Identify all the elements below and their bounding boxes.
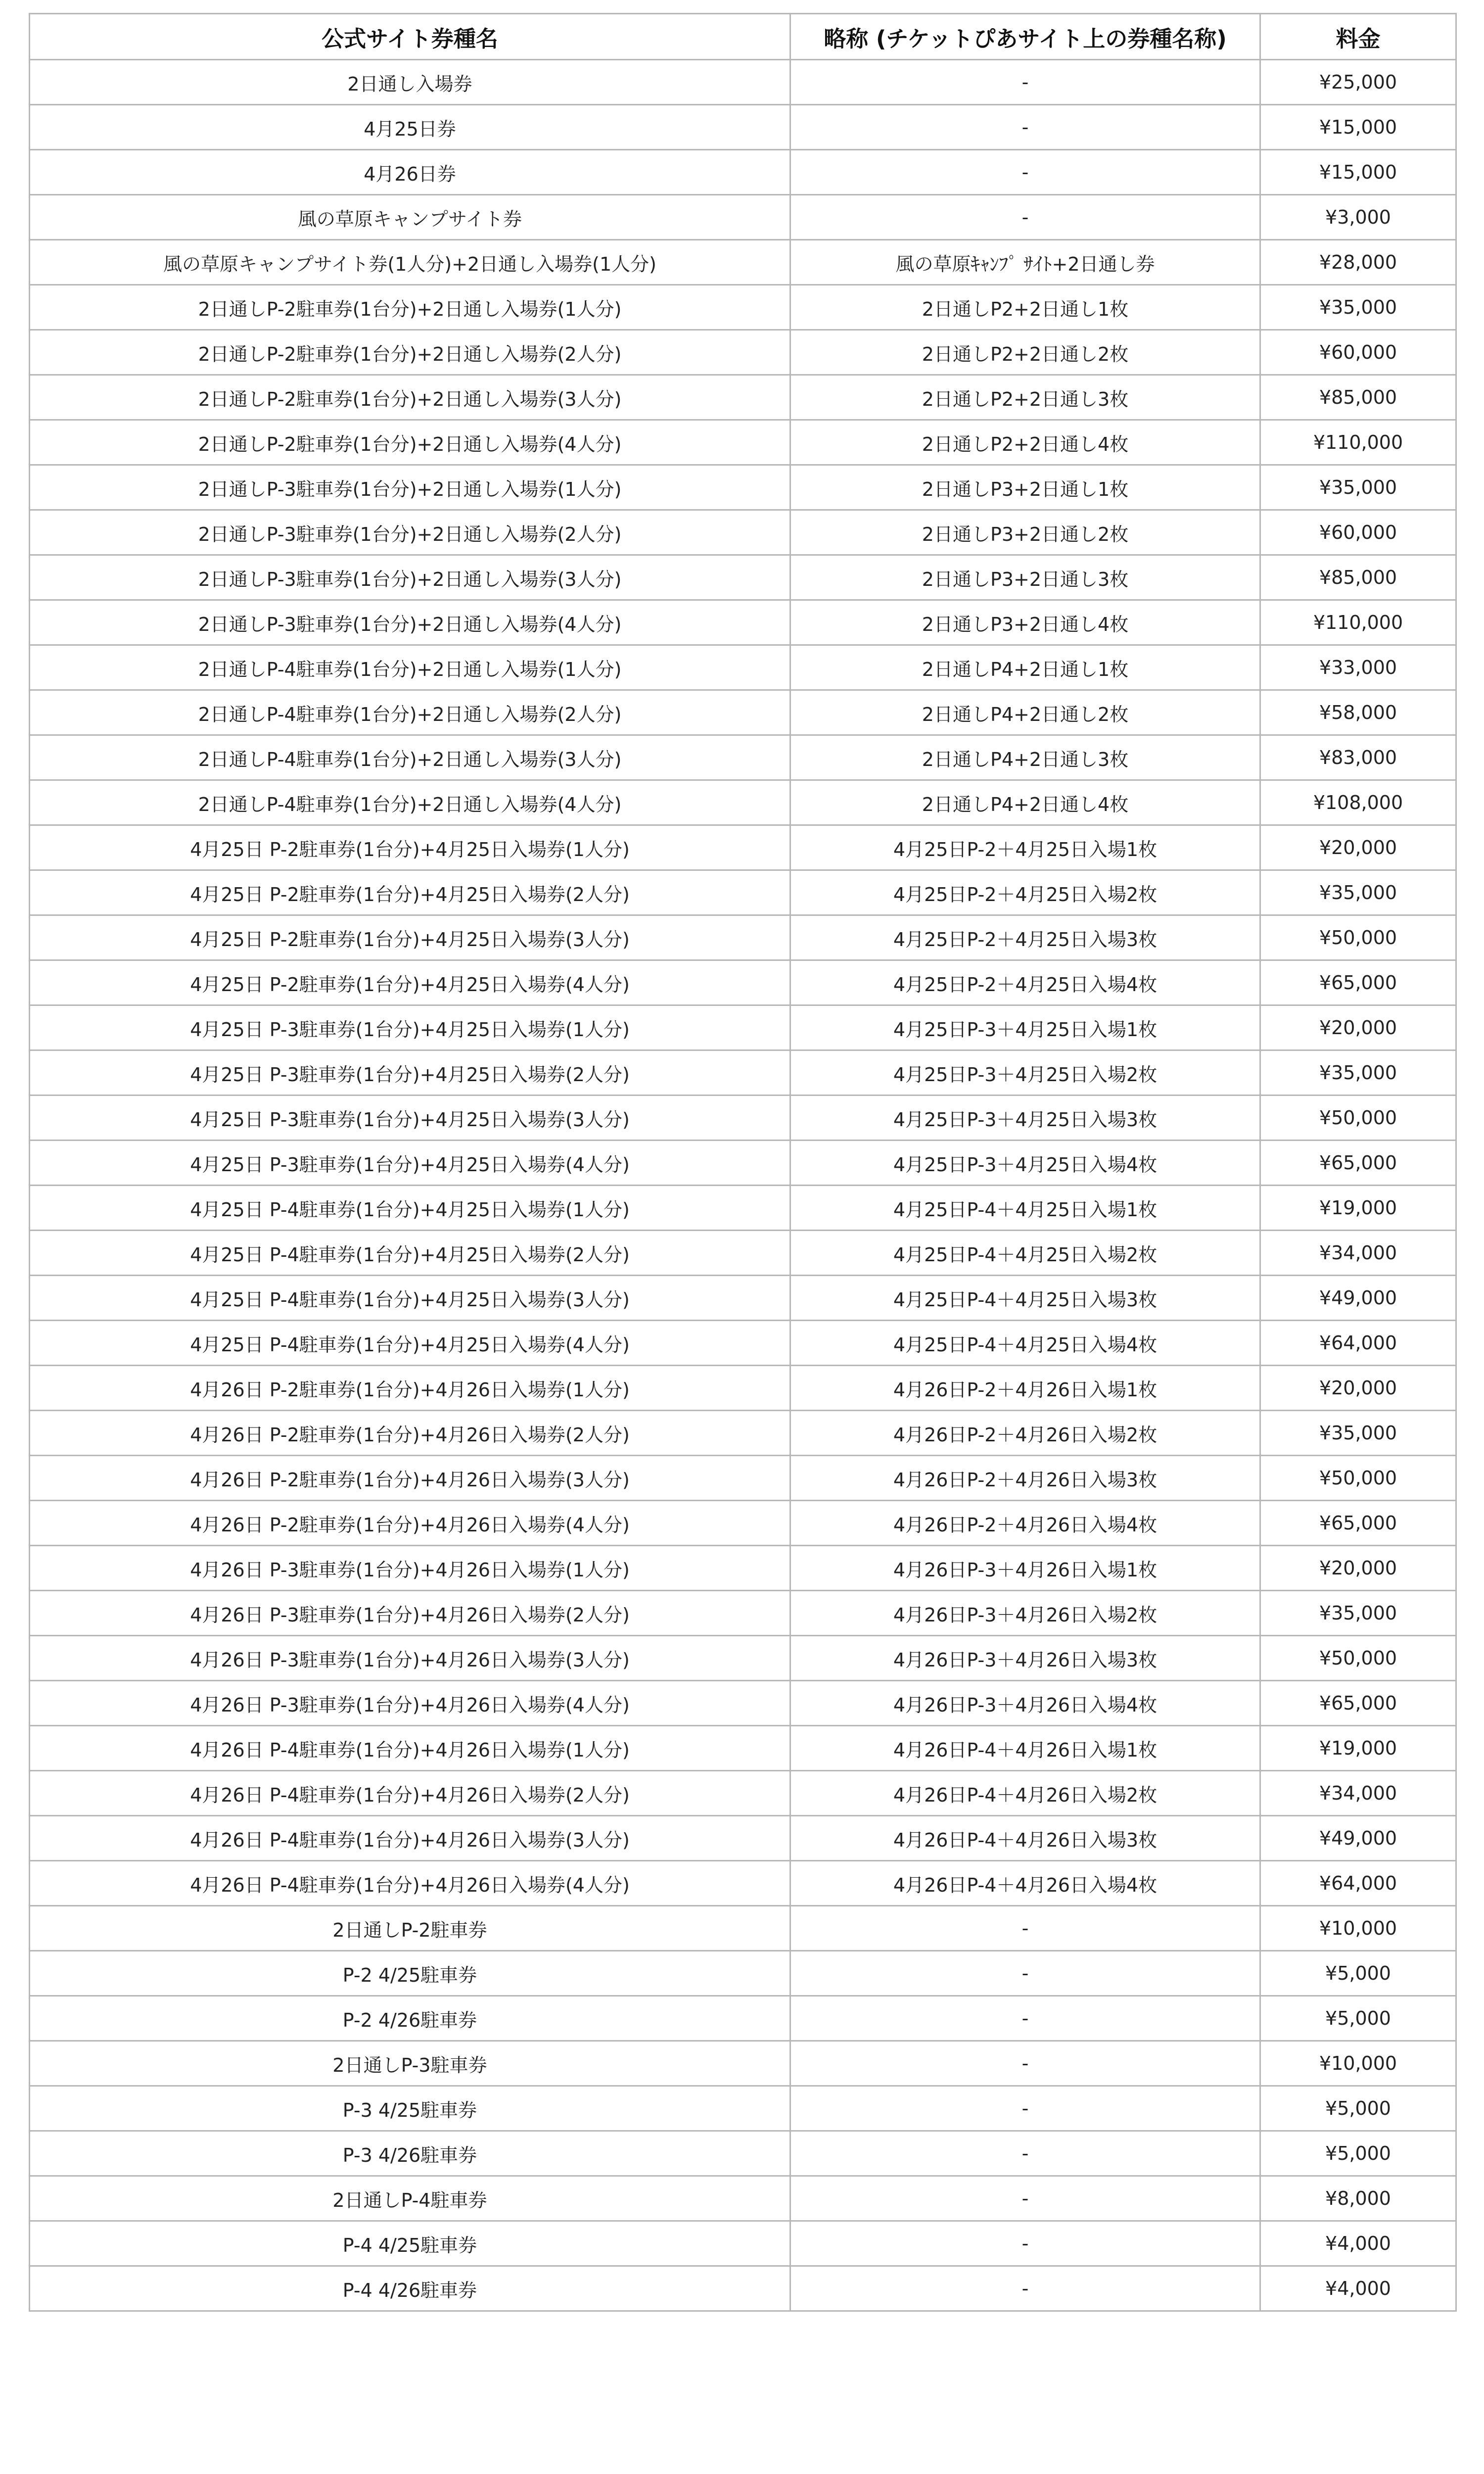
price-cell: ¥3,000 — [1260, 195, 1456, 240]
abbreviation-cell: - — [790, 2041, 1260, 2086]
abbreviation-cell: 4月25日P-4＋4月25日入場3枚 — [790, 1276, 1260, 1321]
abbreviation-cell: - — [790, 150, 1260, 195]
official-name-cell: 2日通しP-3駐車券(1台分)+2日通し入場券(4人分) — [30, 600, 790, 645]
abbreviation-cell: 2日通しP3+2日通し2枚 — [790, 510, 1260, 555]
official-name-cell: 2日通しP-2駐車券(1台分)+2日通し入場券(2人分) — [30, 330, 790, 375]
official-name-cell: P-4 4/26駐車券 — [30, 2266, 790, 2311]
official-name-cell: 2日通しP-4駐車券 — [30, 2176, 790, 2221]
official-name-cell: 風の草原キャンプサイト券(1人分)+2日通し入場券(1人分) — [30, 240, 790, 285]
abbreviation-cell: 4月25日P-2＋4月25日入場1枚 — [790, 825, 1260, 870]
official-name-cell: 2日通しP-3駐車券(1台分)+2日通し入場券(3人分) — [30, 555, 790, 600]
abbreviation-cell: 4月25日P-4＋4月25日入場1枚 — [790, 1186, 1260, 1231]
abbreviation-cell: 4月25日P-2＋4月25日入場3枚 — [790, 915, 1260, 960]
table-row — [30, 330, 1456, 375]
abbreviation-cell: 4月26日P-2＋4月26日入場2枚 — [790, 1411, 1260, 1456]
official-name-cell: 4月25日券 — [30, 105, 790, 150]
table-row — [30, 915, 1456, 960]
official-name-cell: P-3 4/26駐車券 — [30, 2131, 790, 2176]
price-cell: ¥8,000 — [1260, 2176, 1456, 2221]
abbreviation-cell: 風の草原ｷｬﾝﾌﾟ ｻｲﾄ+2日通し券 — [790, 240, 1260, 285]
price-cell: ¥34,000 — [1260, 1771, 1456, 1816]
table-row — [30, 1816, 1456, 1861]
abbreviation-cell: 2日通しP2+2日通し1枚 — [790, 285, 1260, 330]
price-cell: ¥65,000 — [1260, 1681, 1456, 1726]
official-name-cell: 4月26日 P-3駐車券(1台分)+4月26日入場券(1人分) — [30, 1546, 790, 1591]
official-name-cell: 4月25日 P-4駐車券(1台分)+4月25日入場券(1人分) — [30, 1186, 790, 1231]
official-name-cell: 4月25日 P-3駐車券(1台分)+4月25日入場券(1人分) — [30, 1005, 790, 1050]
table-row — [30, 2041, 1456, 2086]
official-name-cell: 2日通し入場券 — [30, 60, 790, 105]
abbreviation-cell: 2日通しP4+2日通し1枚 — [790, 645, 1260, 690]
price-cell: ¥85,000 — [1260, 375, 1456, 420]
official-name-cell: 2日通しP-4駐車券(1台分)+2日通し入場券(1人分) — [30, 645, 790, 690]
official-name-cell: 4月26日 P-4駐車券(1台分)+4月26日入場券(2人分) — [30, 1771, 790, 1816]
abbreviation-cell: 2日通しP4+2日通し2枚 — [790, 690, 1260, 735]
price-cell: ¥33,000 — [1260, 645, 1456, 690]
price-cell: ¥110,000 — [1260, 600, 1456, 645]
column-header-price: 料金 — [1260, 14, 1456, 60]
price-cell: ¥19,000 — [1260, 1186, 1456, 1231]
abbreviation-cell: 4月26日P-2＋4月26日入場4枚 — [790, 1501, 1260, 1546]
table-row — [30, 1906, 1456, 1951]
price-cell: ¥5,000 — [1260, 1951, 1456, 1996]
table-row — [30, 690, 1456, 735]
abbreviation-cell: 4月25日P-2＋4月25日入場4枚 — [790, 960, 1260, 1005]
abbreviation-cell: 4月26日P-4＋4月26日入場3枚 — [790, 1816, 1260, 1861]
official-name-cell: 4月26日 P-4駐車券(1台分)+4月26日入場券(4人分) — [30, 1861, 790, 1906]
price-cell: ¥108,000 — [1260, 780, 1456, 825]
price-cell: ¥5,000 — [1260, 2086, 1456, 2131]
price-cell: ¥50,000 — [1260, 915, 1456, 960]
official-name-cell: 4月25日 P-2駐車券(1台分)+4月25日入場券(4人分) — [30, 960, 790, 1005]
table-row — [30, 1771, 1456, 1816]
price-cell: ¥35,000 — [1260, 465, 1456, 510]
price-cell: ¥20,000 — [1260, 1005, 1456, 1050]
abbreviation-cell: - — [790, 60, 1260, 105]
official-name-cell: 4月26日 P-3駐車券(1台分)+4月26日入場券(3人分) — [30, 1636, 790, 1681]
table-row — [30, 240, 1456, 285]
abbreviation-cell: 4月26日P-3＋4月26日入場3枚 — [790, 1636, 1260, 1681]
official-name-cell: 2日通しP-2駐車券 — [30, 1906, 790, 1951]
header-row — [30, 14, 1456, 60]
price-cell: ¥5,000 — [1260, 1996, 1456, 2041]
abbreviation-cell: 2日通しP2+2日通し4枚 — [790, 420, 1260, 465]
price-cell: ¥49,000 — [1260, 1816, 1456, 1861]
official-name-cell: 4月25日 P-2駐車券(1台分)+4月25日入場券(2人分) — [30, 870, 790, 915]
price-cell: ¥25,000 — [1260, 60, 1456, 105]
abbreviation-cell: - — [790, 2131, 1260, 2176]
official-name-cell: 2日通しP-2駐車券(1台分)+2日通し入場券(3人分) — [30, 375, 790, 420]
table-row — [30, 1546, 1456, 1591]
price-cell: ¥20,000 — [1260, 825, 1456, 870]
abbreviation-cell: 2日通しP2+2日通し3枚 — [790, 375, 1260, 420]
price-cell: ¥35,000 — [1260, 1050, 1456, 1095]
table-row — [30, 645, 1456, 690]
price-cell: ¥85,000 — [1260, 555, 1456, 600]
abbreviation-cell: 2日通しP3+2日通し3枚 — [790, 555, 1260, 600]
abbreviation-cell: 2日通しP4+2日通し3枚 — [790, 735, 1260, 780]
abbreviation-cell: 4月25日P-3＋4月25日入場4枚 — [790, 1141, 1260, 1186]
table-row — [30, 1996, 1456, 2041]
table-row — [30, 105, 1456, 150]
official-name-cell: 2日通しP-3駐車券 — [30, 2041, 790, 2086]
price-cell: ¥10,000 — [1260, 1906, 1456, 1951]
table-row — [30, 780, 1456, 825]
price-cell: ¥50,000 — [1260, 1095, 1456, 1141]
price-cell: ¥64,000 — [1260, 1861, 1456, 1906]
price-cell: ¥83,000 — [1260, 735, 1456, 780]
abbreviation-cell: - — [790, 1951, 1260, 1996]
official-name-cell: 4月25日 P-4駐車券(1台分)+4月25日入場券(2人分) — [30, 1231, 790, 1276]
price-cell: ¥49,000 — [1260, 1276, 1456, 1321]
table-row — [30, 1050, 1456, 1095]
price-cell: ¥65,000 — [1260, 960, 1456, 1005]
table-row — [30, 510, 1456, 555]
abbreviation-cell: 4月25日P-4＋4月25日入場4枚 — [790, 1321, 1260, 1366]
table-row — [30, 1411, 1456, 1456]
price-cell: ¥19,000 — [1260, 1726, 1456, 1771]
table-row — [30, 2221, 1456, 2266]
official-name-cell: 風の草原キャンプサイト券 — [30, 195, 790, 240]
official-name-cell: P-2 4/25駐車券 — [30, 1951, 790, 1996]
official-name-cell: 2日通しP-2駐車券(1台分)+2日通し入場券(1人分) — [30, 285, 790, 330]
table-row — [30, 2131, 1456, 2176]
table-row — [30, 1501, 1456, 1546]
abbreviation-cell: 4月25日P-3＋4月25日入場2枚 — [790, 1050, 1260, 1095]
abbreviation-cell: 2日通しP4+2日通し4枚 — [790, 780, 1260, 825]
table-row — [30, 825, 1456, 870]
table-row — [30, 735, 1456, 780]
price-cell: ¥58,000 — [1260, 690, 1456, 735]
table-row — [30, 60, 1456, 105]
table-row — [30, 1276, 1456, 1321]
official-name-cell: P-4 4/25駐車券 — [30, 2221, 790, 2266]
official-name-cell: 2日通しP-4駐車券(1台分)+2日通し入場券(4人分) — [30, 780, 790, 825]
table-row — [30, 285, 1456, 330]
official-name-cell: 4月25日 P-4駐車券(1台分)+4月25日入場券(3人分) — [30, 1276, 790, 1321]
abbreviation-cell: - — [790, 2086, 1260, 2131]
table-row — [30, 1095, 1456, 1141]
table-header — [30, 14, 1456, 60]
price-cell: ¥15,000 — [1260, 105, 1456, 150]
table-row — [30, 1861, 1456, 1906]
price-cell: ¥60,000 — [1260, 510, 1456, 555]
table-row — [30, 1005, 1456, 1050]
price-cell: ¥50,000 — [1260, 1456, 1456, 1501]
price-cell: ¥35,000 — [1260, 1591, 1456, 1636]
official-name-cell: 4月26日 P-3駐車券(1台分)+4月26日入場券(4人分) — [30, 1681, 790, 1726]
official-name-cell: 2日通しP-4駐車券(1台分)+2日通し入場券(3人分) — [30, 735, 790, 780]
abbreviation-cell: 2日通しP3+2日通し4枚 — [790, 600, 1260, 645]
table-row — [30, 195, 1456, 240]
table-row — [30, 1366, 1456, 1411]
official-name-cell: 4月26日 P-4駐車券(1台分)+4月26日入場券(3人分) — [30, 1816, 790, 1861]
abbreviation-cell: 4月26日P-3＋4月26日入場2枚 — [790, 1591, 1260, 1636]
abbreviation-cell: 4月25日P-3＋4月25日入場1枚 — [790, 1005, 1260, 1050]
table-row — [30, 1456, 1456, 1501]
official-name-cell: P-2 4/26駐車券 — [30, 1996, 790, 2041]
abbreviation-cell: - — [790, 195, 1260, 240]
official-name-cell: 4月26日 P-2駐車券(1台分)+4月26日入場券(1人分) — [30, 1366, 790, 1411]
price-cell: ¥20,000 — [1260, 1546, 1456, 1591]
official-name-cell: 2日通しP-2駐車券(1台分)+2日通し入場券(4人分) — [30, 420, 790, 465]
table-row — [30, 1951, 1456, 1996]
official-name-cell: 4月26日 P-2駐車券(1台分)+4月26日入場券(3人分) — [30, 1456, 790, 1501]
table-row — [30, 1636, 1456, 1681]
official-name-cell: 4月25日 P-2駐車券(1台分)+4月25日入場券(3人分) — [30, 915, 790, 960]
price-cell: ¥10,000 — [1260, 2041, 1456, 2086]
official-name-cell: 4月26日 P-3駐車券(1台分)+4月26日入場券(2人分) — [30, 1591, 790, 1636]
table-body — [30, 60, 1456, 2311]
table-row — [30, 555, 1456, 600]
price-cell: ¥28,000 — [1260, 240, 1456, 285]
official-name-cell: 4月25日 P-2駐車券(1台分)+4月25日入場券(1人分) — [30, 825, 790, 870]
abbreviation-cell: 4月26日P-2＋4月26日入場3枚 — [790, 1456, 1260, 1501]
official-name-cell: 2日通しP-4駐車券(1台分)+2日通し入場券(2人分) — [30, 690, 790, 735]
table-row — [30, 2086, 1456, 2131]
table-row — [30, 375, 1456, 420]
table-row — [30, 960, 1456, 1005]
price-cell: ¥20,000 — [1260, 1366, 1456, 1411]
price-cell: ¥35,000 — [1260, 1411, 1456, 1456]
price-cell: ¥34,000 — [1260, 1231, 1456, 1276]
abbreviation-cell: 2日通しP3+2日通し1枚 — [790, 465, 1260, 510]
column-header-abbreviation: 略称 (チケットぴあサイト上の券種名称) — [790, 14, 1260, 60]
official-name-cell: 4月26日券 — [30, 150, 790, 195]
official-name-cell: 4月25日 P-4駐車券(1台分)+4月25日入場券(4人分) — [30, 1321, 790, 1366]
table-row — [30, 1141, 1456, 1186]
official-name-cell: P-3 4/25駐車券 — [30, 2086, 790, 2131]
abbreviation-cell: 4月26日P-2＋4月26日入場1枚 — [790, 1366, 1260, 1411]
table-row — [30, 1726, 1456, 1771]
table-row — [30, 600, 1456, 645]
price-cell: ¥60,000 — [1260, 330, 1456, 375]
price-cell: ¥50,000 — [1260, 1636, 1456, 1681]
price-cell: ¥64,000 — [1260, 1321, 1456, 1366]
abbreviation-cell: 4月26日P-4＋4月26日入場2枚 — [790, 1771, 1260, 1816]
official-name-cell: 4月26日 P-4駐車券(1台分)+4月26日入場券(1人分) — [30, 1726, 790, 1771]
abbreviation-cell: 4月25日P-4＋4月25日入場2枚 — [790, 1231, 1260, 1276]
official-name-cell: 4月25日 P-3駐車券(1台分)+4月25日入場券(2人分) — [30, 1050, 790, 1095]
abbreviation-cell: 4月26日P-3＋4月26日入場4枚 — [790, 1681, 1260, 1726]
abbreviation-cell: - — [790, 2221, 1260, 2266]
abbreviation-cell: - — [790, 1996, 1260, 2041]
official-name-cell: 4月26日 P-2駐車券(1台分)+4月26日入場券(2人分) — [30, 1411, 790, 1456]
abbreviation-cell: 4月25日P-2＋4月25日入場2枚 — [790, 870, 1260, 915]
abbreviation-cell: - — [790, 2266, 1260, 2311]
abbreviation-cell: 4月25日P-3＋4月25日入場3枚 — [790, 1095, 1260, 1141]
abbreviation-cell: 2日通しP2+2日通し2枚 — [790, 330, 1260, 375]
official-name-cell: 4月25日 P-3駐車券(1台分)+4月25日入場券(3人分) — [30, 1095, 790, 1141]
official-name-cell: 2日通しP-3駐車券(1台分)+2日通し入場券(2人分) — [30, 510, 790, 555]
abbreviation-cell: - — [790, 105, 1260, 150]
ticket-price-table — [29, 13, 1457, 2312]
price-cell: ¥65,000 — [1260, 1141, 1456, 1186]
table-row — [30, 2176, 1456, 2221]
table-row — [30, 1321, 1456, 1366]
abbreviation-cell: 4月26日P-3＋4月26日入場1枚 — [790, 1546, 1260, 1591]
official-name-cell: 4月26日 P-2駐車券(1台分)+4月26日入場券(4人分) — [30, 1501, 790, 1546]
price-cell: ¥4,000 — [1260, 2266, 1456, 2311]
table-row — [30, 150, 1456, 195]
price-cell: ¥4,000 — [1260, 2221, 1456, 2266]
price-cell: ¥15,000 — [1260, 150, 1456, 195]
table-row — [30, 2266, 1456, 2311]
abbreviation-cell: 4月26日P-4＋4月26日入場1枚 — [790, 1726, 1260, 1771]
table-row — [30, 420, 1456, 465]
official-name-cell: 4月25日 P-3駐車券(1台分)+4月25日入場券(4人分) — [30, 1141, 790, 1186]
price-cell: ¥35,000 — [1260, 870, 1456, 915]
column-header-official-name: 公式サイト券種名 — [30, 14, 790, 60]
table-row — [30, 870, 1456, 915]
table-row — [30, 465, 1456, 510]
official-name-cell: 2日通しP-3駐車券(1台分)+2日通し入場券(1人分) — [30, 465, 790, 510]
abbreviation-cell: 4月26日P-4＋4月26日入場4枚 — [790, 1861, 1260, 1906]
price-cell: ¥110,000 — [1260, 420, 1456, 465]
table-row — [30, 1231, 1456, 1276]
table-row — [30, 1591, 1456, 1636]
table-row — [30, 1186, 1456, 1231]
abbreviation-cell: - — [790, 2176, 1260, 2221]
abbreviation-cell: - — [790, 1906, 1260, 1951]
price-cell: ¥35,000 — [1260, 285, 1456, 330]
price-cell: ¥65,000 — [1260, 1501, 1456, 1546]
price-cell: ¥5,000 — [1260, 2131, 1456, 2176]
table-row — [30, 1681, 1456, 1726]
